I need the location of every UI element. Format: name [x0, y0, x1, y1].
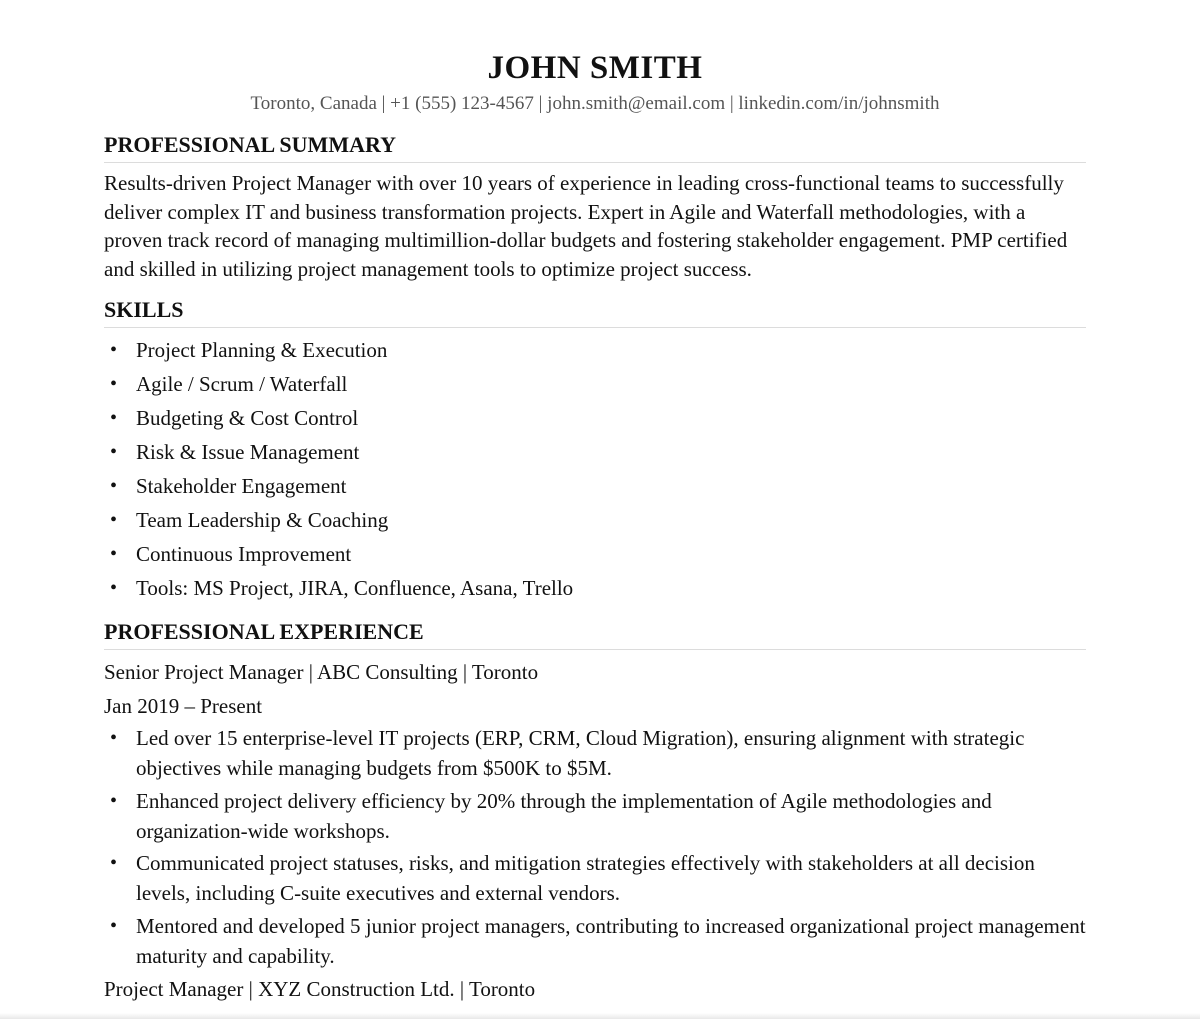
skill-item: • Continuous Improvement [104, 537, 1086, 571]
job-bullet: • Communicated project statuses, risks, and mitigation strategies effectively with stakeholders at all decision levels, including C-suite executives and external vendors. [104, 848, 1086, 908]
job-bullet-list [104, 723, 1086, 971]
candidate-name: JOHN SMITH [487, 50, 703, 86]
contact-line: Toronto, Canada | +1 (555) 123-4567 | john.smith@email.com | linkedin.com/in/johnsmith [250, 93, 940, 114]
job-heading: Senior Project Manager | ABC Consulting | Toronto [104, 660, 539, 684]
resume-document [104, 0, 1086, 1004]
skills-list [104, 333, 1086, 605]
summary-text: Results-driven Project Manager with over 10 years of experience in leading cross-functional teams to successfully deliver complex IT and business transformation projects. Expert in Agile and Waterfall methodologies, with a proven track record of managing multimillion-dollar budgets and fostering stakeholder engagement. PMP certified and skilled in utilizing project management tools to optimize project success. [104, 171, 1068, 281]
skill-item: • Agile / Scrum / Waterfall [104, 367, 1086, 401]
skill-item: • Stakeholder Engagement [104, 469, 1086, 503]
experience-heading: PROFESSIONAL EXPERIENCE [104, 619, 1086, 650]
skills-section [104, 297, 1086, 605]
job-dates: Jan 2019 – Present [104, 694, 263, 718]
skill-item: • Project Planning & Execution [104, 333, 1086, 367]
skill-item: • Budgeting & Cost Control [104, 401, 1086, 435]
job-heading: Project Manager | XYZ Construction Ltd. | Toronto [104, 976, 536, 1001]
skill-item: • Risk & Issue Management [104, 435, 1086, 469]
job-bullet: • Mentored and developed 5 junior project managers, contributing to increased organizational project management maturity and capability. [104, 911, 1086, 971]
skill-item: • Team Leadership & Coaching [104, 503, 1086, 537]
skills-heading: SKILLS [104, 297, 1086, 328]
summary-section [104, 132, 1086, 283]
job-bullet: • Led over 15 enterprise-level IT projects (ERP, CRM, Cloud Migration), ensuring alignment with strategic objectives while managing budgets from $500K to $5M. [104, 723, 1086, 783]
job-bullet: • Enhanced project delivery efficiency by 20% through the implementation of Agile methodologies and organization-wide workshops. [104, 786, 1086, 846]
page-bottom-edge [0, 1013, 1200, 1019]
skill-item: • Tools: MS Project, JIRA, Confluence, Asana, Trello [104, 571, 1086, 605]
summary-heading: PROFESSIONAL SUMMARY [104, 132, 1086, 163]
experience-section [104, 619, 1086, 1004]
